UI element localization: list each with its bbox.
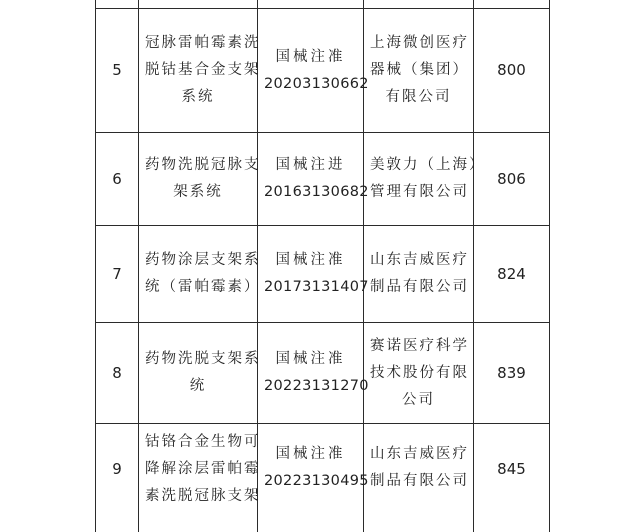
company-cell	[364, 226, 474, 323]
registration-number: 20223131270	[264, 378, 369, 394]
row-number: 5	[96, 9, 139, 133]
product-name-line: 统（雷帕霉素）	[145, 279, 261, 295]
registration-prefix: 国械注准	[275, 351, 346, 367]
table-cell	[96, 0, 139, 9]
table-row-previous-tail	[96, 0, 550, 9]
company-line: 美敦力（上海）	[370, 157, 486, 173]
registration-prefix: 国械注准	[275, 446, 346, 462]
product-name-line: 药物洗脱支架系	[145, 351, 261, 367]
company-cell	[364, 424, 474, 532]
price-cell: 806	[474, 133, 550, 226]
table-row	[96, 424, 550, 532]
company-line: 有限公司	[385, 89, 452, 105]
product-name-cell	[139, 9, 261, 133]
registration-prefix: 国械注准	[275, 48, 346, 65]
product-name-line: 脱钴基合金支架	[145, 62, 261, 78]
registration-number: 20163130682	[264, 184, 369, 200]
registration-cell	[258, 323, 369, 424]
row-number: 7	[96, 226, 139, 323]
company-cell	[364, 9, 474, 133]
product-name-line: 降解涂层雷帕霉	[145, 461, 261, 477]
company-line: 制品有限公司	[370, 279, 469, 295]
product-name-line: 统	[189, 378, 207, 394]
product-name-cell	[139, 133, 261, 226]
registration-prefix: 国械注准	[275, 252, 346, 268]
registration-cell	[258, 9, 369, 133]
product-name-line: 架系统	[173, 184, 223, 200]
product-name-line: 素洗脱冠脉支架	[145, 488, 261, 504]
company-line: 器械（集团）	[370, 62, 469, 78]
table-cell	[258, 0, 364, 9]
product-table-container	[95, 0, 549, 532]
registration-cell	[258, 226, 369, 323]
registration-number: 20223130495	[264, 473, 369, 489]
company-line: 山东吉威医疗	[370, 252, 469, 268]
product-name-line: 药物涂层支架系	[145, 252, 261, 268]
product-name-line: 药物洗脱冠脉支	[145, 157, 261, 173]
price-cell: 839	[474, 323, 550, 424]
company-line: 山东吉威医疗	[370, 446, 469, 462]
company-line: 赛诺医疗科学	[370, 337, 469, 354]
company-line: 管理有限公司	[370, 184, 469, 200]
product-name-cell	[139, 226, 261, 323]
price-cell: 824	[474, 226, 550, 323]
registration-number: 20203130662	[264, 75, 369, 92]
registration-prefix: 国械注进	[275, 157, 346, 173]
row-number: 6	[96, 133, 139, 226]
table-cell	[364, 0, 474, 9]
table-cell	[139, 0, 258, 9]
price-text: 845	[497, 460, 526, 478]
company-line: 上海微创医疗	[370, 35, 469, 51]
registration-number: 20173131407	[264, 279, 369, 295]
table-row	[96, 323, 550, 424]
product-name-cell	[139, 424, 261, 532]
product-table	[95, 0, 550, 532]
table-row	[96, 9, 550, 133]
company-cell	[364, 133, 486, 226]
row-number-text: 9	[112, 460, 122, 478]
table-row	[96, 133, 550, 226]
company-line: 技术股份有限	[370, 364, 469, 381]
registration-cell	[258, 133, 369, 226]
price-cell	[474, 424, 550, 532]
company-line: 制品有限公司	[370, 473, 469, 489]
row-number	[96, 424, 139, 532]
product-name-line: 冠脉雷帕霉素洗	[145, 35, 261, 51]
table-row	[96, 226, 550, 323]
company-line: 公司	[402, 391, 435, 408]
registration-cell	[258, 424, 369, 532]
product-name-line: 系统	[181, 89, 215, 105]
product-name-cell	[139, 323, 261, 424]
product-name-line: 钴铬合金生物可	[145, 434, 261, 450]
table-cell	[474, 0, 550, 9]
company-cell	[364, 323, 474, 424]
row-number: 8	[96, 323, 139, 424]
price-cell: 800	[474, 9, 550, 133]
